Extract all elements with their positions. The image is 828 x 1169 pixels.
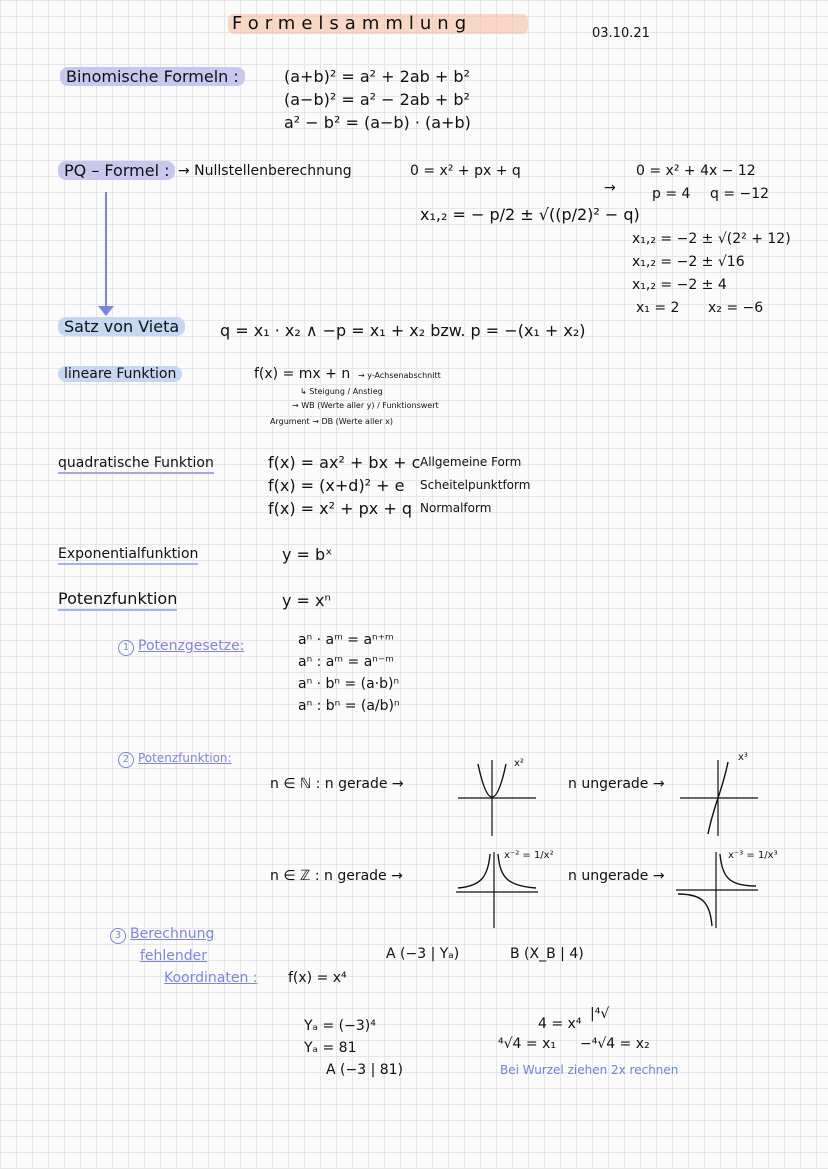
- graph-x-squared: [458, 758, 538, 838]
- pq-equation: 0 = x² + px + q: [410, 163, 521, 179]
- point-b: B (X_B | 4): [510, 946, 584, 962]
- down-arrow-head: [98, 306, 114, 316]
- pq-example-4: x₁,₂ = −2 ± √16: [632, 254, 745, 270]
- binom-formula-2: (a−b)² = a² − 2ab + b²: [284, 90, 470, 109]
- power-function-formula: y = xⁿ: [282, 591, 331, 610]
- pq-description: → Nullstellenberechnung: [178, 163, 352, 179]
- binom-formula-1: (a+b)² = a² + 2ab + b²: [284, 67, 470, 86]
- calc-a-3: A (−3 | 81): [326, 1062, 404, 1078]
- binom-formula-3: a² − b² = (a−b) · (a+b): [284, 113, 471, 132]
- pq-example-5: x₁,₂ = −2 ± 4: [632, 277, 727, 293]
- quadratic-note-3: Normalform: [420, 501, 492, 515]
- quadratic-note-1: Allgemeine Form: [420, 455, 522, 469]
- linear-label: lineare Funktion: [58, 366, 182, 382]
- integer-even-label: n ∈ ℤ : n gerade →: [270, 868, 403, 884]
- linear-note-arg: Argument → DB (Werte aller x): [270, 417, 394, 426]
- section-2-heading: 2 Potenzfunktion:: [118, 752, 232, 768]
- coord-function: f(x) = x⁴: [288, 970, 347, 986]
- power-law-2: aⁿ : aᵐ = aⁿ⁻ᵐ: [298, 654, 394, 670]
- quadratic-note-2: Scheitelpunktform: [420, 478, 531, 492]
- graph-x-minus-3: [676, 850, 760, 930]
- natural-even-label: n ∈ ℕ : n gerade →: [270, 776, 404, 792]
- linear-note-wb: → WB (Werte aller y) / Funktionswert: [292, 401, 439, 410]
- pq-example-p: p = 4: [652, 186, 691, 202]
- power-function-label: Potenzfunktion: [58, 590, 177, 608]
- calc-a-1: Yₐ = (−3)⁴: [304, 1018, 376, 1034]
- quadratic-formula-1: f(x) = ax² + bx + c: [268, 453, 421, 472]
- date: 03.10.21: [592, 26, 650, 41]
- linear-note-m: ↳ Steigung / Anstieg: [300, 387, 383, 396]
- linear-note-n: → y-Achsenabschnitt: [358, 371, 441, 380]
- pq-example-q: q = −12: [710, 186, 770, 202]
- quadratic-formula-3: f(x) = x² + px + q: [268, 499, 412, 518]
- graph-x-minus-2: [456, 850, 540, 930]
- calc-b-2: ⁴√4 = x₁: [498, 1036, 556, 1052]
- pq-result-x1: x₁ = 2: [636, 300, 680, 316]
- graph-x-squared-label: x²: [514, 758, 524, 769]
- vieta-formula: q = x₁ · x₂ ∧ −p = x₁ + x₂ bzw. p = −(x₁ + x₂): [220, 321, 586, 340]
- exponential-label: Exponentialfunktion: [58, 546, 198, 562]
- binomische-formeln-label: Binomische Formeln :: [60, 68, 245, 86]
- linear-formula: f(x) = mx + n: [254, 366, 351, 382]
- quadratic-label: quadratische Funktion: [58, 455, 214, 471]
- graph-x-cubed-label: x³: [738, 752, 748, 763]
- quadratic-formula-2: f(x) = (x+d)² + e: [268, 476, 405, 495]
- power-law-4: aⁿ : bⁿ = (a/b)ⁿ: [298, 698, 400, 714]
- power-law-3: aⁿ · bⁿ = (a·b)ⁿ: [298, 676, 400, 692]
- graph-x-minus-2-label: x⁻² = 1/x²: [504, 850, 554, 861]
- pq-formel-label: PQ – Formel :: [58, 162, 175, 180]
- pq-example-1: 0 = x² + 4x − 12: [636, 163, 756, 179]
- section-3-heading-2: fehlender: [140, 948, 208, 964]
- natural-odd-label: n ungerade →: [568, 776, 665, 792]
- example-arrow: →: [604, 180, 616, 196]
- vieta-label: Satz von Vieta: [58, 318, 185, 336]
- section-1-heading: 1 Potenzgesetze:: [118, 638, 244, 656]
- graph-x-cubed: [680, 758, 760, 838]
- power-law-1: aⁿ · aᵐ = aⁿ⁺ᵐ: [298, 632, 394, 648]
- root-note: Bei Wurzel ziehen 2x rechnen: [500, 1063, 679, 1077]
- calc-b-1: 4 = x⁴: [538, 1016, 582, 1032]
- integer-odd-label: n ungerade →: [568, 868, 665, 884]
- point-a: A (−3 | Yₐ): [386, 946, 460, 962]
- graph-x-minus-3-label: x⁻³ = 1/x³: [728, 850, 778, 861]
- pq-example-3: x₁,₂ = −2 ± √(2² + 12): [632, 231, 791, 247]
- down-arrow-line: [105, 192, 107, 310]
- calc-b-root-mark: |⁴√: [590, 1006, 610, 1022]
- calc-a-2: Yₐ = 81: [304, 1040, 357, 1056]
- pq-result-x2: x₂ = −6: [708, 300, 764, 316]
- page-title: Formelsammlung: [232, 13, 473, 34]
- section-3-heading-3: Koordinaten :: [164, 970, 258, 986]
- calc-b-3: −⁴√4 = x₂: [580, 1036, 650, 1052]
- section-3-heading-1: 3 Berechnung: [110, 926, 214, 944]
- pq-formula: x₁,₂ = − p/2 ± √((p/2)² − q): [420, 205, 640, 224]
- exponential-formula: y = bˣ: [282, 545, 333, 564]
